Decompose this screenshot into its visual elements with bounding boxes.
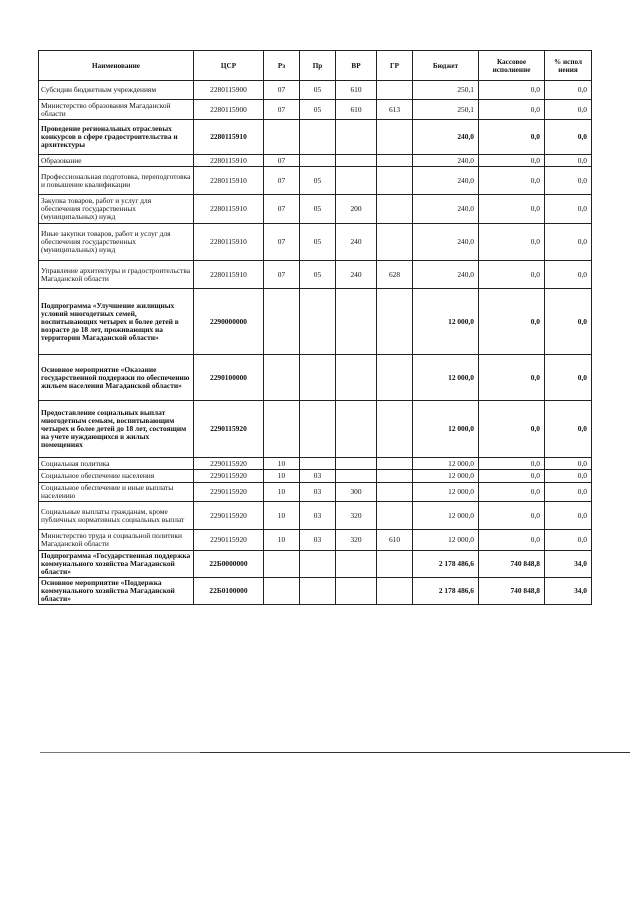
row-execution-percent: 34,0 (545, 551, 592, 578)
row-execution-percent: 0,0 (545, 483, 592, 502)
row-pr: 05 (300, 167, 336, 195)
row-name: Образование (39, 155, 194, 167)
row-execution-percent: 0,0 (545, 195, 592, 224)
row-vr (336, 578, 377, 605)
table-row (39, 551, 592, 578)
row-cash-execution: 0,0 (479, 502, 545, 530)
row-pr (300, 289, 336, 355)
row-csr: 2290115920 (194, 483, 264, 502)
row-execution-percent: 0,0 (545, 355, 592, 401)
table-row (39, 100, 592, 120)
row-gr (377, 81, 413, 100)
row-rz: 10 (264, 458, 300, 470)
row-budget: 2 178 486,6 (413, 551, 479, 578)
row-cash-execution: 0,0 (479, 81, 545, 100)
row-csr: 2280115910 (194, 224, 264, 261)
row-cash-execution: 0,0 (479, 530, 545, 551)
header-budget: Бюджет (413, 51, 479, 81)
row-vr: 320 (336, 530, 377, 551)
row-vr: 320 (336, 502, 377, 530)
row-pr: 03 (300, 530, 336, 551)
row-name: Социальное обеспечение населения (39, 470, 194, 483)
row-rz: 07 (264, 155, 300, 167)
header-csr: ЦСР (194, 51, 264, 81)
row-execution-percent: 0,0 (545, 224, 592, 261)
row-cash-execution: 0,0 (479, 167, 545, 195)
row-name: Закупка товаров, работ и услуг для обеспечения государственных (муниципальных) нужд (39, 195, 194, 224)
table-row (39, 355, 592, 401)
table-row (39, 224, 592, 261)
row-pr (300, 120, 336, 155)
row-cash-execution: 0,0 (479, 470, 545, 483)
row-csr: 2280115910 (194, 261, 264, 289)
row-csr: 2290115920 (194, 458, 264, 470)
table-row (39, 483, 592, 502)
row-budget: 12 000,0 (413, 470, 479, 483)
row-pr: 05 (300, 100, 336, 120)
row-execution-percent: 0,0 (545, 401, 592, 458)
row-vr (336, 155, 377, 167)
header-row (39, 51, 592, 81)
row-name: Социальные выплаты гражданам, кроме публичных нормативных социальных выплат (39, 502, 194, 530)
row-cash-execution: 0,0 (479, 355, 545, 401)
header-name: Наименование (39, 51, 194, 81)
row-rz (264, 578, 300, 605)
row-rz (264, 401, 300, 458)
row-gr (377, 551, 413, 578)
row-budget: 2 178 486,6 (413, 578, 479, 605)
row-gr (377, 224, 413, 261)
row-cash-execution: 0,0 (479, 100, 545, 120)
row-gr (377, 502, 413, 530)
row-name: Субсидии бюджетным учреждениям (39, 81, 194, 100)
row-vr (336, 551, 377, 578)
row-name: Социальное обеспечение и иные выплаты населению (39, 483, 194, 502)
row-rz: 10 (264, 530, 300, 551)
row-pr (300, 551, 336, 578)
row-vr: 610 (336, 81, 377, 100)
header-gr: ГР (377, 51, 413, 81)
row-rz: 07 (264, 195, 300, 224)
row-gr (377, 195, 413, 224)
row-pr: 05 (300, 224, 336, 261)
row-rz: 10 (264, 502, 300, 530)
row-pr (300, 355, 336, 401)
row-execution-percent: 0,0 (545, 120, 592, 155)
table-row (39, 195, 592, 224)
row-csr: 2280115910 (194, 195, 264, 224)
row-pr: 05 (300, 81, 336, 100)
page-bottom-rule-dark (200, 752, 630, 753)
table-row (39, 502, 592, 530)
row-csr: 2280115910 (194, 155, 264, 167)
row-gr (377, 167, 413, 195)
row-vr: 300 (336, 483, 377, 502)
row-gr (377, 470, 413, 483)
row-budget: 12 000,0 (413, 401, 479, 458)
row-execution-percent: 0,0 (545, 289, 592, 355)
row-budget: 240,0 (413, 120, 479, 155)
row-execution-percent: 0,0 (545, 100, 592, 120)
row-rz: 07 (264, 167, 300, 195)
header-cash-execution: Кассовое исполнение (479, 51, 545, 81)
budget-table (38, 50, 592, 605)
table-row (39, 470, 592, 483)
row-pr (300, 155, 336, 167)
row-rz: 07 (264, 100, 300, 120)
row-pr (300, 458, 336, 470)
row-cash-execution: 0,0 (479, 458, 545, 470)
row-cash-execution: 0,0 (479, 224, 545, 261)
table-row (39, 167, 592, 195)
row-cash-execution: 0,0 (479, 195, 545, 224)
row-csr: 22Б0000000 (194, 551, 264, 578)
row-cash-execution: 0,0 (479, 261, 545, 289)
row-budget: 250,1 (413, 81, 479, 100)
row-rz (264, 355, 300, 401)
table-row (39, 81, 592, 100)
row-name: Основное мероприятие «Поддержка коммунального хозяйства Магаданской области» (39, 578, 194, 605)
row-rz (264, 551, 300, 578)
row-csr: 2290115920 (194, 502, 264, 530)
row-vr: 200 (336, 195, 377, 224)
row-gr (377, 289, 413, 355)
row-budget: 240,0 (413, 167, 479, 195)
row-gr (377, 120, 413, 155)
row-csr: 2290115920 (194, 470, 264, 483)
row-cash-execution: 0,0 (479, 401, 545, 458)
table-body (39, 81, 592, 605)
row-pr: 03 (300, 470, 336, 483)
row-budget: 240,0 (413, 155, 479, 167)
header-rz: Рз (264, 51, 300, 81)
row-rz: 10 (264, 470, 300, 483)
row-vr: 240 (336, 224, 377, 261)
row-gr (377, 401, 413, 458)
row-pr: 03 (300, 483, 336, 502)
header-execution-percent: % испол нения (545, 51, 592, 81)
row-execution-percent: 0,0 (545, 167, 592, 195)
row-vr (336, 470, 377, 483)
row-csr: 2290115920 (194, 401, 264, 458)
row-execution-percent: 0,0 (545, 470, 592, 483)
row-pr (300, 401, 336, 458)
row-gr (377, 355, 413, 401)
row-execution-percent: 0,0 (545, 530, 592, 551)
row-vr (336, 458, 377, 470)
row-name: Профессиональная подготовка, переподготовка и повышение квалификации (39, 167, 194, 195)
row-csr: 2280115910 (194, 120, 264, 155)
row-vr (336, 167, 377, 195)
table-row (39, 578, 592, 605)
table-row (39, 261, 592, 289)
row-cash-execution: 740 848,8 (479, 551, 545, 578)
row-gr (377, 578, 413, 605)
row-name: Проведение региональных отраслевых конкурсов в сфере градостроительства и архитектуры (39, 120, 194, 155)
row-pr: 03 (300, 502, 336, 530)
row-vr (336, 355, 377, 401)
row-vr (336, 289, 377, 355)
row-gr: 628 (377, 261, 413, 289)
table-row (39, 530, 592, 551)
row-name: Подпрограмма «Улучшение жилищных условий многодетных семей, воспитывающих четырех и более детей в возрасте до 18 лет, проживающих на территории Магаданской области» (39, 289, 194, 355)
row-budget: 12 000,0 (413, 502, 479, 530)
row-rz: 07 (264, 261, 300, 289)
row-budget: 240,0 (413, 261, 479, 289)
row-csr: 2280115900 (194, 100, 264, 120)
table-row (39, 401, 592, 458)
table-row (39, 120, 592, 155)
row-execution-percent: 0,0 (545, 458, 592, 470)
row-execution-percent: 34,0 (545, 578, 592, 605)
row-rz: 07 (264, 81, 300, 100)
row-budget: 12 000,0 (413, 355, 479, 401)
row-name: Министерство труда и социальной политики Магаданской области (39, 530, 194, 551)
row-csr: 2290115920 (194, 530, 264, 551)
row-execution-percent: 0,0 (545, 81, 592, 100)
row-pr: 05 (300, 261, 336, 289)
row-execution-percent: 0,0 (545, 155, 592, 167)
row-cash-execution: 740 848,8 (479, 578, 545, 605)
row-name: Иные закупки товаров, работ и услуг для обеспечения государственных (муниципальных) нужд (39, 224, 194, 261)
row-gr: 613 (377, 100, 413, 120)
row-budget: 240,0 (413, 195, 479, 224)
row-rz (264, 120, 300, 155)
row-name: Социальная политика (39, 458, 194, 470)
row-execution-percent: 0,0 (545, 502, 592, 530)
row-name: Предоставление социальных выплат многодетным семьям, воспитывающим четырех и более детей до 18 лет, состоящим на учете нуждающихся в жилых помещениях (39, 401, 194, 458)
row-pr: 05 (300, 195, 336, 224)
row-budget: 12 000,0 (413, 289, 479, 355)
row-execution-percent: 0,0 (545, 261, 592, 289)
row-rz: 07 (264, 224, 300, 261)
row-name: Министерство образования Магаданской области (39, 100, 194, 120)
row-csr: 2280115910 (194, 167, 264, 195)
row-csr: 2290000000 (194, 289, 264, 355)
row-name: Управление архитектуры и градостроительства Магаданской области (39, 261, 194, 289)
row-budget: 250,1 (413, 100, 479, 120)
row-budget: 12 000,0 (413, 458, 479, 470)
row-cash-execution: 0,0 (479, 120, 545, 155)
row-vr: 610 (336, 100, 377, 120)
row-pr (300, 578, 336, 605)
table-row (39, 289, 592, 355)
row-rz (264, 289, 300, 355)
row-csr: 22Б0100000 (194, 578, 264, 605)
row-csr: 2290100000 (194, 355, 264, 401)
row-cash-execution: 0,0 (479, 155, 545, 167)
row-vr (336, 401, 377, 458)
row-cash-execution: 0,0 (479, 483, 545, 502)
table-row (39, 155, 592, 167)
row-vr (336, 120, 377, 155)
row-gr (377, 483, 413, 502)
header-vr: ВР (336, 51, 377, 81)
row-name: Основное мероприятие «Оказание государственной поддержки по обеспечению жильем населения Магаданской области» (39, 355, 194, 401)
row-budget: 240,0 (413, 224, 479, 261)
row-gr (377, 155, 413, 167)
row-budget: 12 000,0 (413, 483, 479, 502)
row-name: Подпрограмма «Государственная поддержка коммунального хозяйства Магаданской области» (39, 551, 194, 578)
row-vr: 240 (336, 261, 377, 289)
header-pr: Пр (300, 51, 336, 81)
row-gr (377, 458, 413, 470)
row-cash-execution: 0,0 (479, 289, 545, 355)
row-csr: 2280115900 (194, 81, 264, 100)
row-budget: 12 000,0 (413, 530, 479, 551)
row-gr: 610 (377, 530, 413, 551)
row-rz: 10 (264, 483, 300, 502)
table-row (39, 458, 592, 470)
